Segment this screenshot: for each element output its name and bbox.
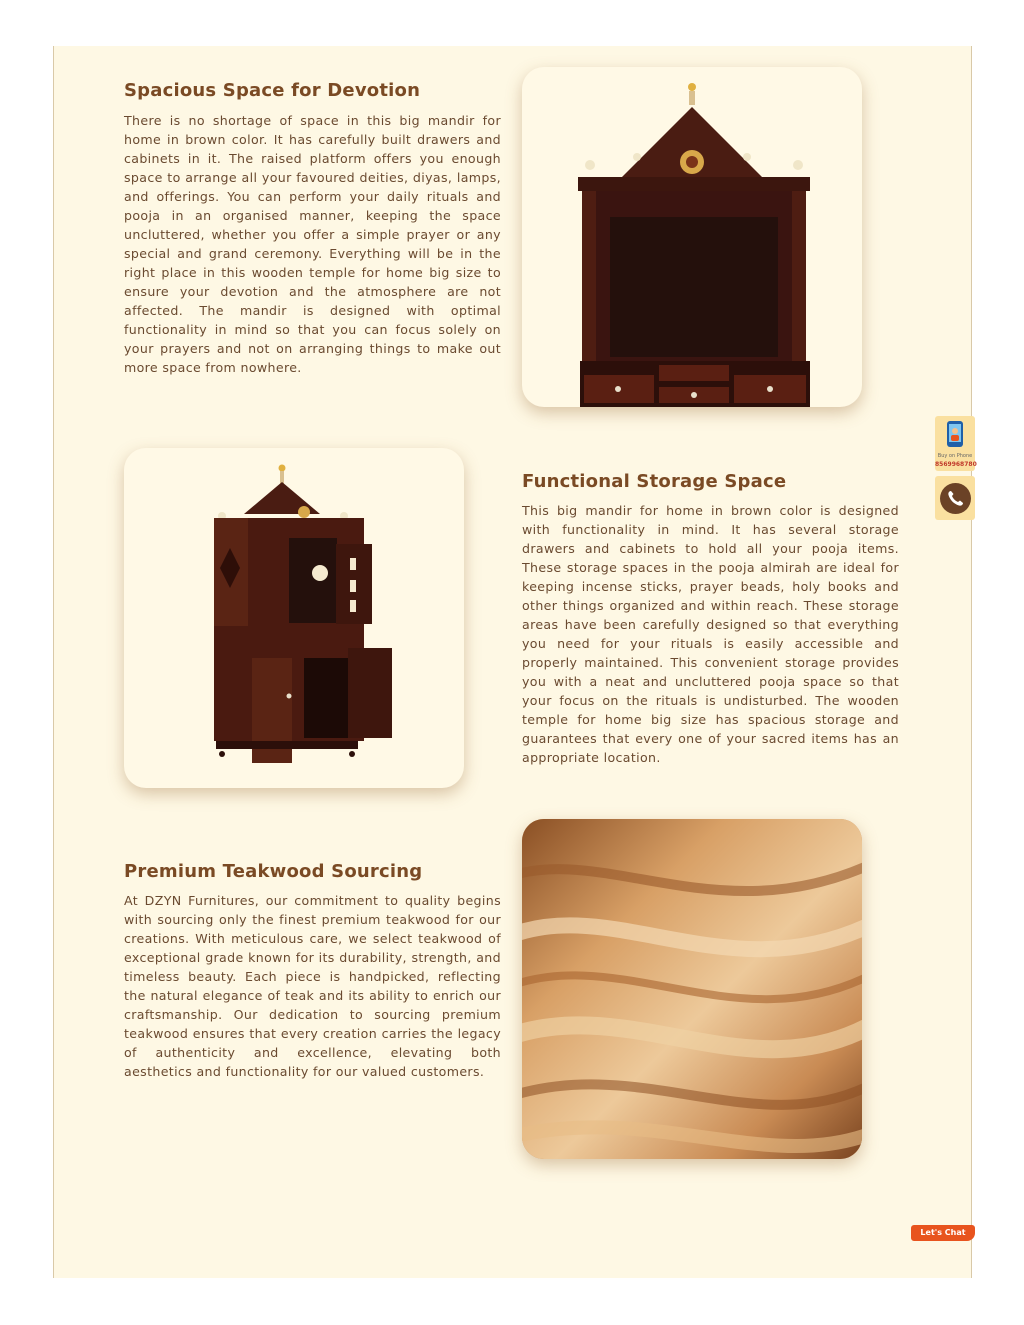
section-text-spacious-space: There is no shortage of space in this big mandir for home in brown color. It has carefully built drawers and cabinets in it. The raised platform offers you enough space to arrange all your favoured deities, diyas, lamps, and offerings. You can perform your daily rituals and pooja in an organised manner, keeping the space uncluttered, whether you offer a simple prayer or any special and grand ceremony. Everything will be in the right place in this wooden temple for home big size to ensure your devotion and the atmosphere are not affected. The mandir is designed with optimal functionality in mind so that you can focus solely on your prayers and not on arranging things to make out more space from nowhere. (124, 113, 501, 375)
call-icon (940, 483, 971, 514)
mandir-front-image (522, 67, 862, 407)
section-title-premium-teakwood: Premium Teakwood Sourcing (124, 861, 423, 882)
section-title-functional-storage: Functional Storage Space (522, 471, 787, 492)
call-widget[interactable] (935, 476, 975, 520)
section-text-functional-storage: This big mandir for home in brown color is designed with functionality in mind. It has several storage drawers and cabinets to hold all your pooja items. These storage spaces in the pooja almirah are ideal for keeping incense sticks, prayer beads, holy books and other things organized and within reach. These storage areas have been carefully designed so that everything you need for your rituals is easily accessible and properly maintained. This convenient storage provides you with a neat and uncluttered pooja space so that your focus on the rituals is undisturbed. The wooden temple for home big size has spacious storage and guarantees that every one of your sacred items has an appropriate location. (522, 503, 899, 765)
section-title-spacious-space: Spacious Space for Devotion (124, 80, 421, 101)
lets-chat-button[interactable]: Let's Chat (911, 1225, 975, 1241)
phone-number: 8569968780 (935, 461, 977, 468)
mandir-open-cabinet-image (124, 448, 464, 788)
buy-on-phone-label: Buy on Phone (937, 453, 973, 459)
buy-on-phone-widget[interactable] (935, 416, 975, 471)
smartphone-icon (945, 421, 965, 447)
teakwood-grain-image (522, 819, 862, 1159)
section-text-premium-teakwood: At DZYN Furnitures, our commitment to quality begins with sourcing only the finest premium teakwood for our creations. With meticulous care, we select teakwood of exceptional grade known for its durability, strength, and timeless beauty. Each piece is handpicked, reflecting the natural elegance of teak and its ability to enrich our craftsmanship. Our dedication to sourcing premium teakwood ensures that every creation carries the legacy of authenticity and excellence, elevating both aesthetics and functionality for our valued customers. (124, 893, 501, 1079)
